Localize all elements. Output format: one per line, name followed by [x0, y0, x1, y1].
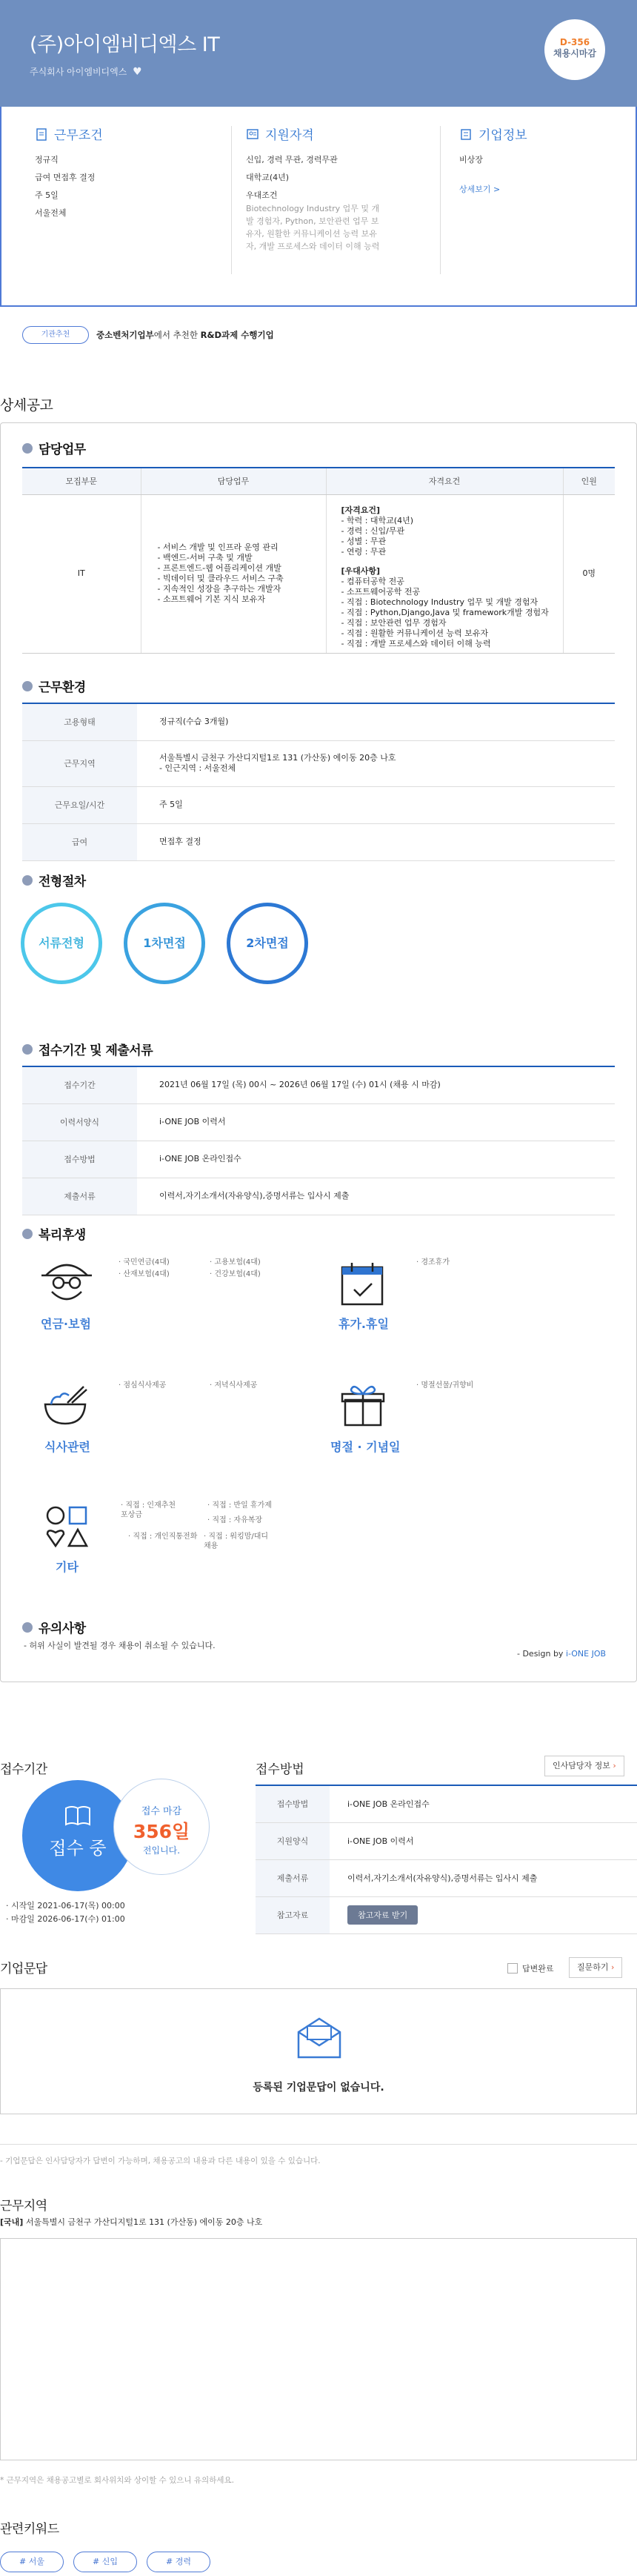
- keyword-tag[interactable]: # 경력: [147, 2552, 210, 2572]
- summary-box: [0, 107, 637, 307]
- keywords-title: 관련키워드: [0, 2522, 59, 2537]
- welfare-item: · 경조휴가: [416, 1258, 450, 1267]
- divider: [0, 2144, 637, 2145]
- table-row: 제출서류 이력서,자기소개서(자유양식),증명서류는 입사시 제출: [256, 1859, 637, 1896]
- gift-icon: [341, 1382, 385, 1428]
- welfare-item: 포상금: [121, 1511, 142, 1519]
- welfare-item: · 명절선물/귀향비: [416, 1381, 474, 1390]
- deadline-circle: [113, 1779, 210, 1875]
- deadline-days: 356일: [133, 1821, 190, 1842]
- deadline-sub: 전입니다.: [142, 1845, 181, 1856]
- heart-icon[interactable]: ♥: [133, 66, 142, 78]
- design-credit: - Design by i-ONE JOB: [517, 1649, 607, 1659]
- hr-info-button[interactable]: 인사담당자 정보 ›: [544, 1756, 624, 1776]
- qual-item: 대학교(4년): [246, 173, 290, 182]
- ask-button[interactable]: 질문하기 ›: [569, 1957, 622, 1978]
- book-icon: [64, 1805, 91, 1826]
- table-header: 모집부문: [22, 468, 141, 494]
- method-title: 접수방법: [256, 1762, 304, 1777]
- table-row: 지원양식 i-ONE JOB 이력서: [256, 1822, 637, 1859]
- qual-heading: 지원자격: [265, 128, 314, 143]
- download-reference-button[interactable]: 참고자료 받기: [347, 1905, 418, 1925]
- keyword-tag[interactable]: # 서울: [0, 2552, 64, 2572]
- divider: [440, 126, 441, 274]
- env-table: [22, 703, 615, 861]
- company-heading: 기업정보: [478, 128, 527, 143]
- qna-note: - 기업문답은 인사담당자가 답변이 가능하며, 채용공고의 내용과 다른 내용이 있을 수 있습니다.: [0, 2157, 321, 2165]
- qna-empty-text: 등록된 기업문답이 없습니다.: [253, 2082, 384, 2094]
- period-start: · 시작일 2021-06-17(목) 00:00: [6, 1901, 125, 1911]
- work-item: 정규직: [35, 155, 59, 165]
- apply-heading: 접수기간 및 제출서류: [22, 1040, 153, 1058]
- env-heading: 근무환경: [22, 677, 86, 695]
- qual-item: 우대조건: [246, 190, 278, 200]
- welfare-item: · 직접 : 워킹맘/대디: [204, 1533, 269, 1541]
- qna-title: 기업문답: [0, 1962, 47, 1976]
- answered-filter[interactable]: 답변완료: [507, 1962, 554, 1974]
- work-item: 주 5일: [35, 190, 59, 200]
- recommend-text: 중소벤처기업부에서 추천한 R&D과제 수행기업: [96, 330, 274, 340]
- table-row: 근무요일/시간 주 5일: [22, 786, 615, 823]
- chevron-right-icon: ›: [613, 1761, 616, 1770]
- company-detail-link[interactable]: 상세보기 >: [459, 185, 501, 194]
- dday-count: D-356: [559, 37, 590, 47]
- table-row: 급여 면접후 결정: [22, 823, 615, 860]
- table-header: 담당업무: [141, 468, 326, 494]
- deadline-label: 접수 마감: [141, 1806, 182, 1817]
- work-item: 서울전체: [35, 208, 67, 218]
- table-row: 접수방법 i-ONE JOB 온라인접수: [256, 1785, 637, 1822]
- table-row: 이력서양식 i-ONE JOB 이력서: [22, 1103, 615, 1141]
- process-step: 2차면접: [227, 903, 308, 984]
- detail-title: 상세공고: [0, 397, 53, 414]
- period-title: 접수기간: [0, 1762, 47, 1777]
- welfare-name: 명절 · 기념일: [330, 1440, 401, 1454]
- location-note: * 근무지역은 채용공고별로 회사위치와 상이할 수 있으니 유의하세요.: [0, 2476, 234, 2485]
- welfare-item: · 직접 : 개인직통전화: [128, 1533, 198, 1541]
- duty-table: [22, 467, 615, 654]
- duty-count: 0명: [563, 494, 615, 653]
- status-text: 접수 중: [49, 1838, 107, 1859]
- bullet-icon: [22, 443, 33, 454]
- chevron-right-icon: ›: [611, 1962, 615, 1972]
- welfare-item: · 저녁식사제공: [210, 1381, 258, 1390]
- apply-table: [22, 1066, 615, 1215]
- company-header: [0, 0, 637, 107]
- bullet-icon: [22, 875, 33, 886]
- welfare-name: 연금·보험: [41, 1317, 91, 1331]
- company-info: [459, 125, 637, 195]
- welfare-item: · 고용보험(4대): [210, 1258, 261, 1267]
- dday-label: 채용시마감: [553, 48, 596, 59]
- welfare-item: 채용: [204, 1542, 219, 1550]
- elderly-person-icon: [39, 1258, 95, 1309]
- dday-badge: [544, 19, 605, 80]
- process-step: 1차면접: [124, 903, 205, 984]
- keyword-tag[interactable]: # 신입: [73, 2552, 137, 2572]
- table-header: 자격요건: [326, 468, 563, 494]
- welfare-heading: 복리후생: [22, 1224, 86, 1243]
- location-title: 근무지역: [0, 2199, 47, 2214]
- table-row: 참고자료 참고자료 받기: [256, 1896, 637, 1933]
- bowl-icon: [41, 1382, 90, 1428]
- welfare-name: 식사관련: [44, 1440, 90, 1454]
- bullet-icon: [22, 1044, 33, 1055]
- work-heading: 근무조건: [54, 128, 103, 143]
- company-subtitle: 주식회사 아이엠비디엑스 ♥: [30, 66, 142, 78]
- bullet-icon: [22, 1622, 33, 1633]
- welfare-item: · 점심식사제공: [119, 1381, 167, 1390]
- welfare-item: · 산재보험(4대): [119, 1270, 170, 1278]
- table-row: 고용형태 정규직(수습 3개월): [22, 703, 615, 740]
- map-area[interactable]: [0, 2238, 637, 2460]
- qualifications: [246, 125, 430, 257]
- table-header: 인원: [563, 468, 615, 494]
- qual-preference: Biotechnology Industry 업무 및 개발 경험자, Python, 보안관련 업무 보유자, 원활한 커뮤니케이션 능력 보유자, 개발 프로세스와 데이터 이해 능력: [246, 204, 380, 251]
- notice-text: - 허위 사실이 발견될 경우 채용이 취소될 수 있습니다.: [24, 1641, 216, 1650]
- period-end: · 마감일 2026-06-17(수) 01:00: [6, 1914, 125, 1924]
- clipboard-icon: [35, 127, 48, 141]
- duty-dept: IT: [22, 494, 141, 653]
- duty-requirements: [자격요건] - 학력 : 대학교(4년) - 경력 : 신입/무관 - 성별 : 무관 - 연령 : 무관 [우대사항] - 컴퓨터공학 전공 - 소프트웨어공학 전공 - 직접 : Biotechnology Industry 업무 및 개발 경험자 - 직접 : Python,Django,Java 및 framework개발 경험자 - 직접 : 보안관련 업무 경험자 - 직접 : 원활한 커뮤니케이션 능력 보유자 - 직접 : 개발 프로세스와 데이터 이해 능력: [326, 494, 563, 653]
- process-heading: 전형절차: [22, 871, 86, 889]
- checkbox[interactable]: [507, 1963, 518, 1974]
- process-step: 서류전형: [21, 903, 102, 984]
- agency-recommend-pill: 기관추천: [22, 326, 89, 344]
- location-address: [국내] 서울특별시 금천구 가산디지털1로 131 (가산동) 에이동 20층 나호: [0, 2217, 263, 2227]
- welfare-item: · 직접 : 인재추천: [121, 1501, 176, 1510]
- qual-item: 신입, 경력 무관, 경력무관: [246, 155, 338, 165]
- welfare-item: · 건강보험(4대): [210, 1270, 261, 1278]
- welfare-item: · 직접 : 자유복장: [207, 1516, 263, 1524]
- company-item: 비상장: [459, 155, 483, 165]
- duty-tasks: - 서비스 개발 및 인프라 운영 관리 - 백엔드-서버 구축 및 개발 - 프론트엔드-웹 어플리케이션 개발 - 빅데이터 및 클라우드 서비스 구축 - 지속적인 성장을 추구하는 개발자 - 소프트웨어 기본 지식 보유자: [141, 494, 326, 653]
- shapes-icon: [44, 1504, 89, 1549]
- table-row: 접수기간 2021년 06월 17일 (목) 00시 ~ 2026년 06월 17일 (수) 01시 (채용 시 마감): [22, 1066, 615, 1103]
- method-table: [256, 1785, 637, 1934]
- envelope-icon: [296, 2016, 343, 2060]
- work-item: 급여 면접후 결정: [35, 173, 96, 182]
- bullet-icon: [22, 1229, 33, 1239]
- welfare-name: 기타: [56, 1560, 79, 1574]
- qna-box: [0, 1988, 637, 2114]
- table-row: 근무지역 서울특별시 금천구 가산디지털1로 131 (가산동) 에이동 20층 나호 - 인근지역 : 서울전체: [22, 740, 615, 786]
- duty-heading: 담당업무: [22, 439, 86, 457]
- table-row: 접수방법 i-ONE JOB 온라인접수: [22, 1141, 615, 1178]
- company-title: (주)아이엠비디엑스 IT: [30, 33, 220, 56]
- table-row: 제출서류 이력서,자기소개서(자유양식),증명서류는 입사시 제출: [22, 1178, 615, 1215]
- bullet-icon: [22, 681, 33, 691]
- badge-icon: [246, 127, 259, 141]
- welfare-name: 휴가.휴일: [338, 1317, 389, 1331]
- welfare-item: · 국민연금(4대): [119, 1258, 170, 1267]
- building-icon: [459, 127, 473, 141]
- divider: [231, 126, 232, 274]
- welfare-item: · 직접 : 반일 휴가제: [207, 1501, 272, 1510]
- calendar-icon: [339, 1260, 385, 1307]
- notice-heading: 유의사항: [22, 1618, 86, 1636]
- work-conditions: [35, 125, 219, 225]
